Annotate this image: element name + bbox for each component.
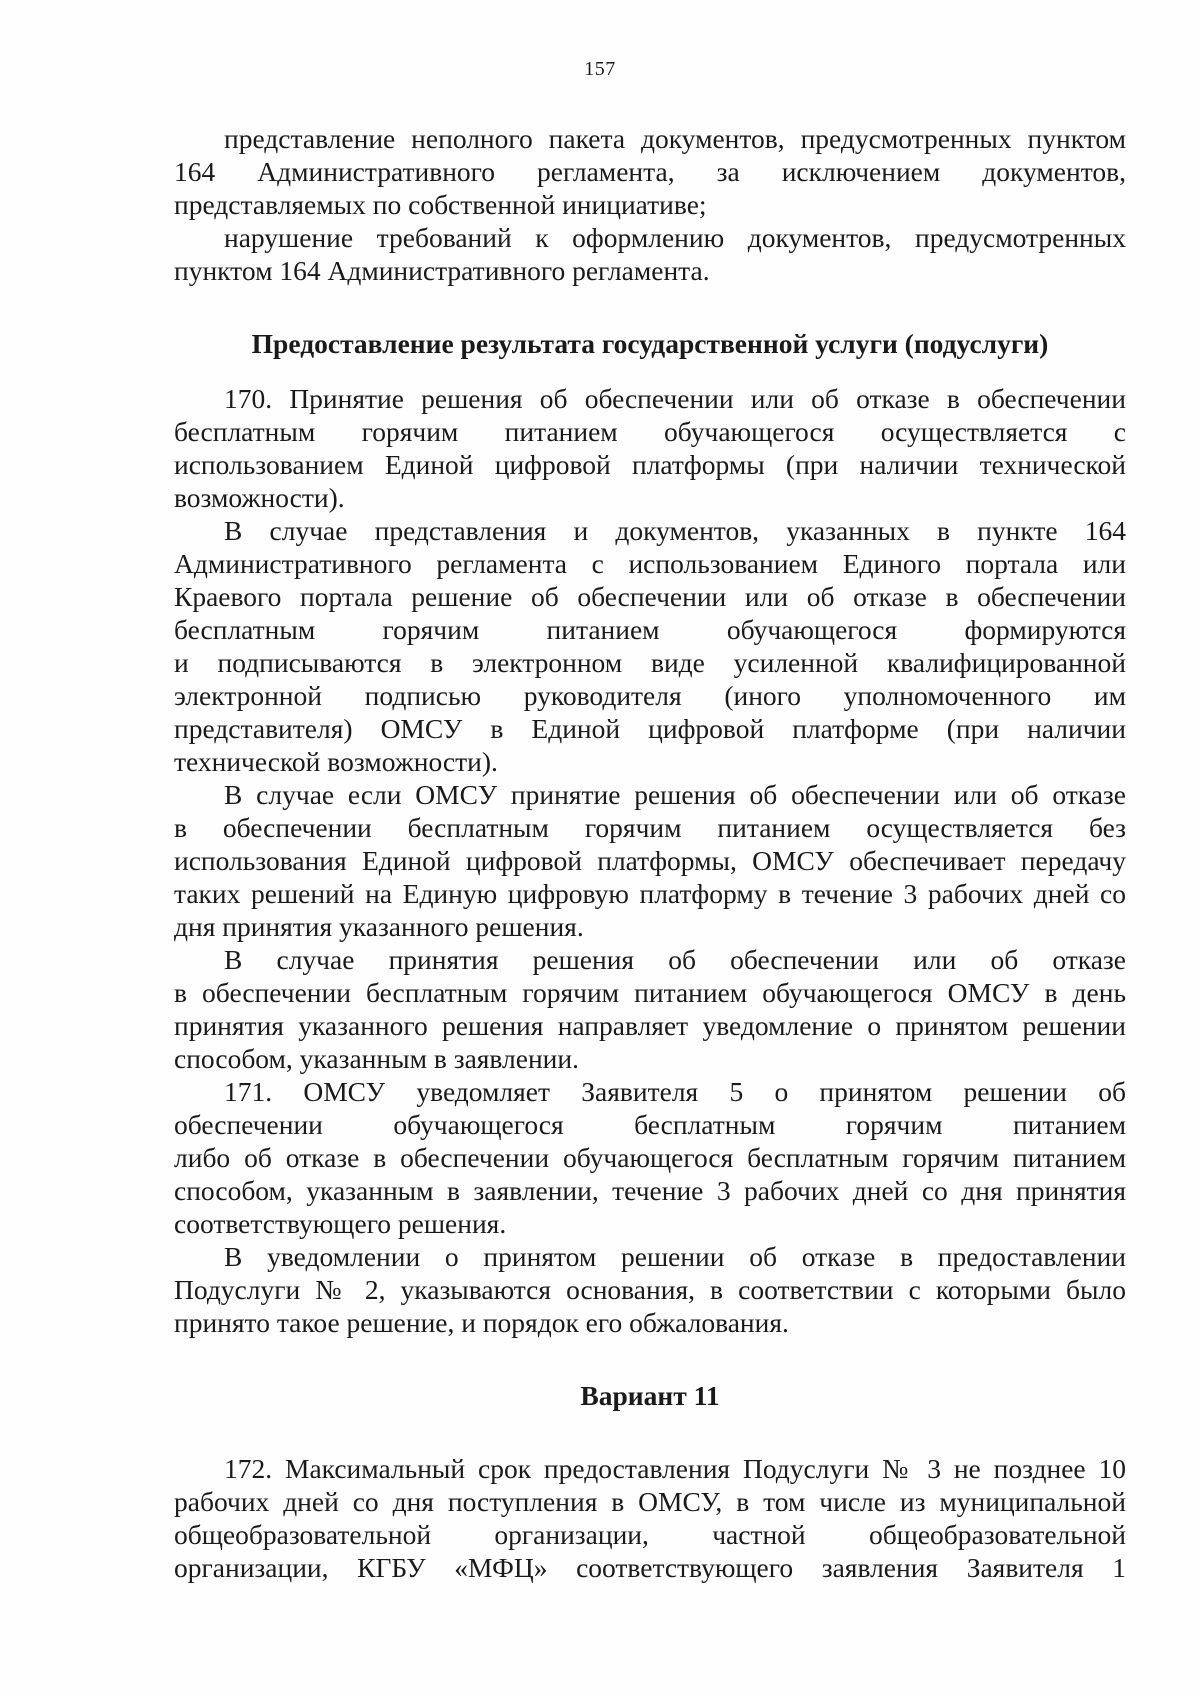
text-line: соответствующего решения. bbox=[174, 1208, 507, 1239]
text-line: принятия указанного решения направляет уведомление о принятом решении bbox=[174, 1010, 1126, 1041]
text-line: В случае представления и документов, указанных в пункте 164 bbox=[224, 515, 1126, 546]
text-line: бесплатным горячим питанием обучающегося формируются bbox=[174, 614, 1126, 645]
text-line: способом, указанным в заявлении, течение 3 рабочих дней со дня принятия bbox=[174, 1175, 1126, 1206]
paragraph-172 bbox=[174, 1452, 1126, 1584]
document-body bbox=[174, 122, 1126, 1584]
text-line: 172. Максимальный срок предоставления Подуслуги № 3 не позднее 10 bbox=[224, 1453, 1126, 1484]
text-line: способом, указанным в заявлении. bbox=[174, 1043, 579, 1074]
text-line: представляемых по собственной инициативе; bbox=[174, 189, 707, 220]
section-heading-result: Предоставление результата государственной услуги (подуслуги) bbox=[251, 328, 1049, 359]
text-line: технической возможности). bbox=[174, 746, 498, 777]
text-line: Административного регламента с использованием Единого портала или bbox=[174, 548, 1126, 579]
text-line: возможности). bbox=[174, 482, 345, 513]
text-line: В случае если ОМСУ принятие решения об обеспечении или об отказе bbox=[224, 779, 1126, 810]
paragraph-170 bbox=[174, 382, 1126, 514]
text-line: принято такое решение, и порядок его обжалования. bbox=[174, 1307, 789, 1338]
text-line: организации, КГБУ «МФЦ» соответствующего заявления Заявителя 1 bbox=[174, 1552, 1126, 1583]
text-line: дня принятия указанного решения. bbox=[174, 911, 584, 942]
paragraph-portal-case bbox=[174, 514, 1126, 778]
paragraph-without-platform bbox=[174, 778, 1126, 943]
paragraph-requirements-violation bbox=[174, 221, 1126, 287]
text-line: 164 Административного регламента, за исключением документов, bbox=[174, 156, 1126, 187]
text-line: В уведомлении о принятом решении об отказе в предоставлении bbox=[224, 1241, 1126, 1272]
text-line: и подписываются в электронном виде усиленной квалифицированной bbox=[174, 647, 1126, 678]
text-line: представление неполного пакета документов, предусмотренных пунктом bbox=[224, 123, 1126, 154]
text-line: 170. Принятие решения об обеспечении или об отказе в обеспечении bbox=[224, 383, 1126, 414]
text-line: в обеспечении бесплатным горячим питанием осуществляется без bbox=[174, 812, 1126, 843]
text-line: общеобразовательной организации, частной общеобразовательной bbox=[174, 1519, 1126, 1550]
paragraph-refusal-notice bbox=[174, 1240, 1126, 1339]
text-line: рабочих дней со дня поступления в ОМСУ, в том числе из муниципальной bbox=[174, 1486, 1126, 1517]
paragraph-notification-day bbox=[174, 943, 1126, 1075]
text-line: бесплатным горячим питанием обучающегося осуществляется с bbox=[174, 416, 1126, 447]
text-line: 171. ОМСУ уведомляет Заявителя 5 о принятом решении об bbox=[224, 1076, 1126, 1107]
text-line: в обеспечении бесплатным горячим питанием обучающегося ОМСУ в день bbox=[174, 977, 1126, 1008]
text-line: Краевого портала решение об обеспечении или об отказе в обеспечении bbox=[174, 581, 1126, 612]
text-line: обеспечении обучающегося бесплатным горячим питанием bbox=[174, 1109, 1126, 1140]
text-line: либо об отказе в обеспечении обучающегося бесплатным горячим питанием bbox=[174, 1142, 1126, 1173]
text-line: представителя) ОМСУ в Единой цифровой платформе (при наличии bbox=[174, 713, 1126, 744]
text-line: В случае принятия решения об обеспечении или об отказе bbox=[224, 944, 1126, 975]
text-line: пунктом 164 Административного регламента. bbox=[174, 255, 710, 286]
paragraph-incomplete-package bbox=[174, 122, 1126, 221]
text-line: использования Единой цифровой платформы, ОМСУ обеспечивает передачу bbox=[174, 845, 1126, 876]
paragraph-171 bbox=[174, 1075, 1126, 1240]
text-line: нарушение требований к оформлению документов, предусмотренных bbox=[224, 222, 1126, 253]
section-heading-variant: Вариант 11 bbox=[580, 1380, 720, 1411]
page-number: 157 bbox=[584, 58, 616, 80]
text-line: Подуслуги № 2, указываются основания, в соответствии с которыми было bbox=[174, 1274, 1126, 1305]
text-line: таких решений на Единую цифровую платформу в течение 3 рабочих дней со bbox=[174, 878, 1126, 909]
text-line: электронной подписью руководителя (иного уполномоченного им bbox=[174, 680, 1126, 711]
text-line: использованием Единой цифровой платформы (при наличии технической bbox=[174, 449, 1126, 480]
